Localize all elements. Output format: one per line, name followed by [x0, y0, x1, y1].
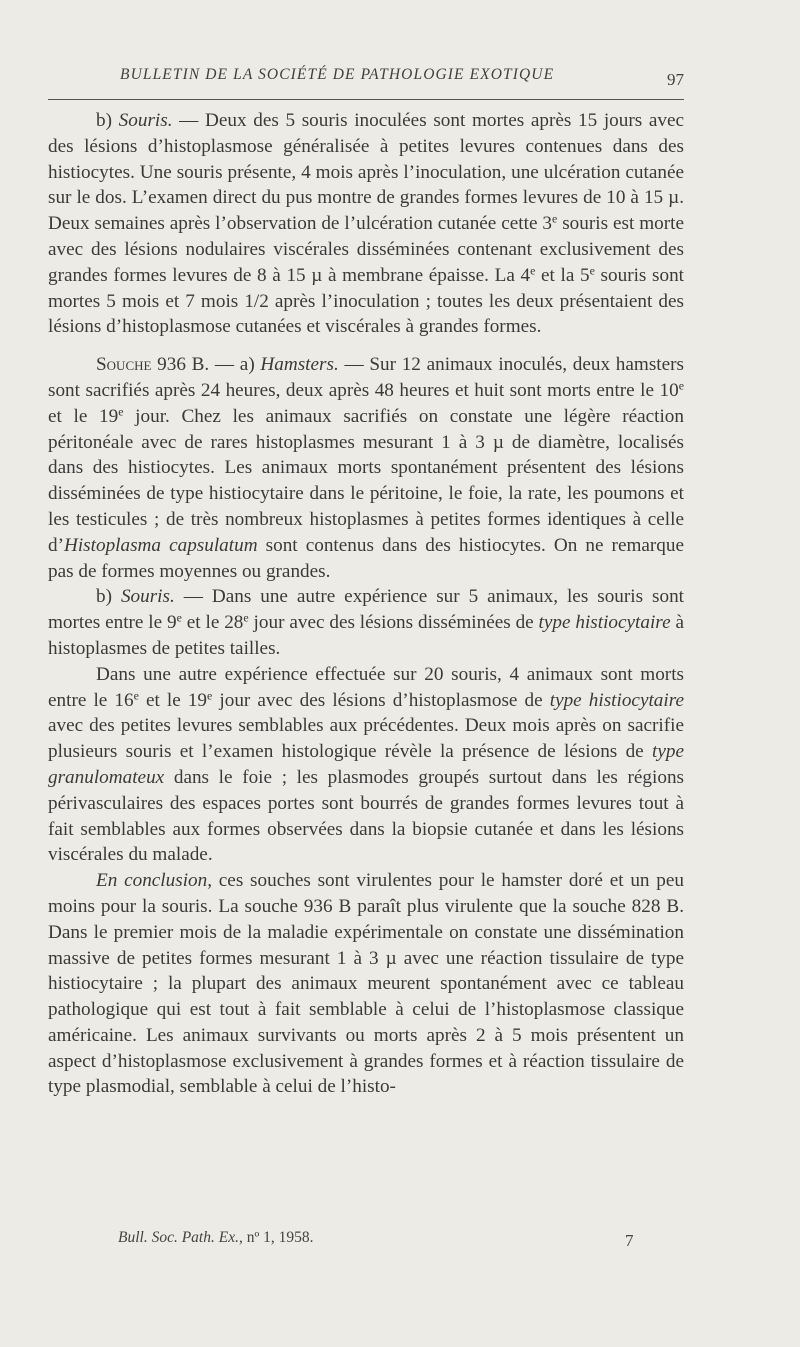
footer-citation: Bull. Soc. Path. Ex., nº 1, 1958.	[118, 1229, 314, 1246]
journal-title: BULLETIN DE LA SOCIÉTÉ DE PATHOLOGIE EXOTIQUE	[120, 66, 555, 83]
paragraph-souche-936b: Souche 936 B. — a) Hamsters. — Sur 12 animaux inoculés, deux hamsters sont sacrifiés après 24 heures, deux après 48 heures et huit sont morts entre le 10e et le 19e jour. Chez les animaux sacrifiés on constate une légère réaction péritonéale avec de rares histoplasmes mesurant 1 à 3 µ de diamètre, localisés dans des histiocytes. Les animaux morts spontanément présentent des lésions disséminées de type histiocytaire dans le péritoine, le foie, la rate, les poumons et les testicules ; de très nombreux histoplasmes à petites formes identiques à celle d’Histoplasma capsulatum sont contenus dans des histiocytes. On ne remarque pas de formes moyennes ou grandes.	[48, 354, 684, 582]
paragraph-conclusion: En conclusion, ces souches sont virulentes pour le hamster doré et un peu moins pour la souris. La souche 936 B paraît plus virulente que la souche 828 B. Dans le premier mois de la maladie expérimentale on constate une dissémination massive de petites formes mesurant 1 à 3 µ avec une réaction tissulaire de type histiocytaire ; la plupart des animaux meurent spontanément avec ce tableau pathologique qui est tout à fait semblable à celui de l’histoplasmose classique américaine. Les animaux survivants ou morts après 2 à 5 mois présentent un aspect d’histoplasmose exclusivement à grandes formes et à réaction tissulaire de type plasmodial, semblable à celui de l’histo-	[48, 870, 684, 1098]
page-number: 97	[667, 70, 684, 89]
paragraph-souris-2: b) Souris. — Dans une autre expérience sur 5 animaux, les souris sont mortes entre le 9e et le 28e jour avec des lésions disséminées de type histiocytaire à histoplasmes de petites tailles.	[48, 586, 685, 659]
article-body	[48, 108, 684, 1100]
paragraph-experience-20-souris: Dans une autre expérience effectuée sur 20 souris, 4 animaux sont morts entre le 16e et le 19e jour avec des lésions d’histoplasmose de type histiocytaire avec des petites levures semblables aux précédentes. Deux mois après on sacrifie plusieurs souris et l’examen histologique révèle la présence de lésions de type granulomateux dans le foie ; les plasmodes groupés surtout dans les régions périvasculaires des espaces portes sont bourrés de grandes formes levures tout à fait semblables aux formes observées dans la biopsie cutanée et dans les lésions viscérales du malade.	[48, 663, 684, 866]
header-rule	[48, 99, 684, 100]
signature-number: 7	[625, 1231, 634, 1250]
running-head	[48, 66, 684, 94]
paragraph-souris-1: b) Souris. — Deux des 5 souris inoculées sont mortes après 15 jours avec des lésions d’histoplasmose généralisée à petites levures contenues dans des histiocytes. Une souris présente, 4 mois après l’inoculation, une ulcération cutanée sur le dos. L’examen direct du pus montre de grandes formes levures de 10 à 15 µ. Deux semaines après l’observation de l’ulcération cutanée cette 3e souris est morte avec des lésions nodulaires viscérales disséminées contenant exclusivement des grandes formes levures de 8 à 15 µ à membrane épaisse. La 4e et la 5e souris sont mortes 5 mois et 7 mois 1/2 après l’inoculation ; toutes les deux présentaient des lésions d’histoplasmose cutanées et viscérales à grandes formes.	[48, 110, 685, 338]
